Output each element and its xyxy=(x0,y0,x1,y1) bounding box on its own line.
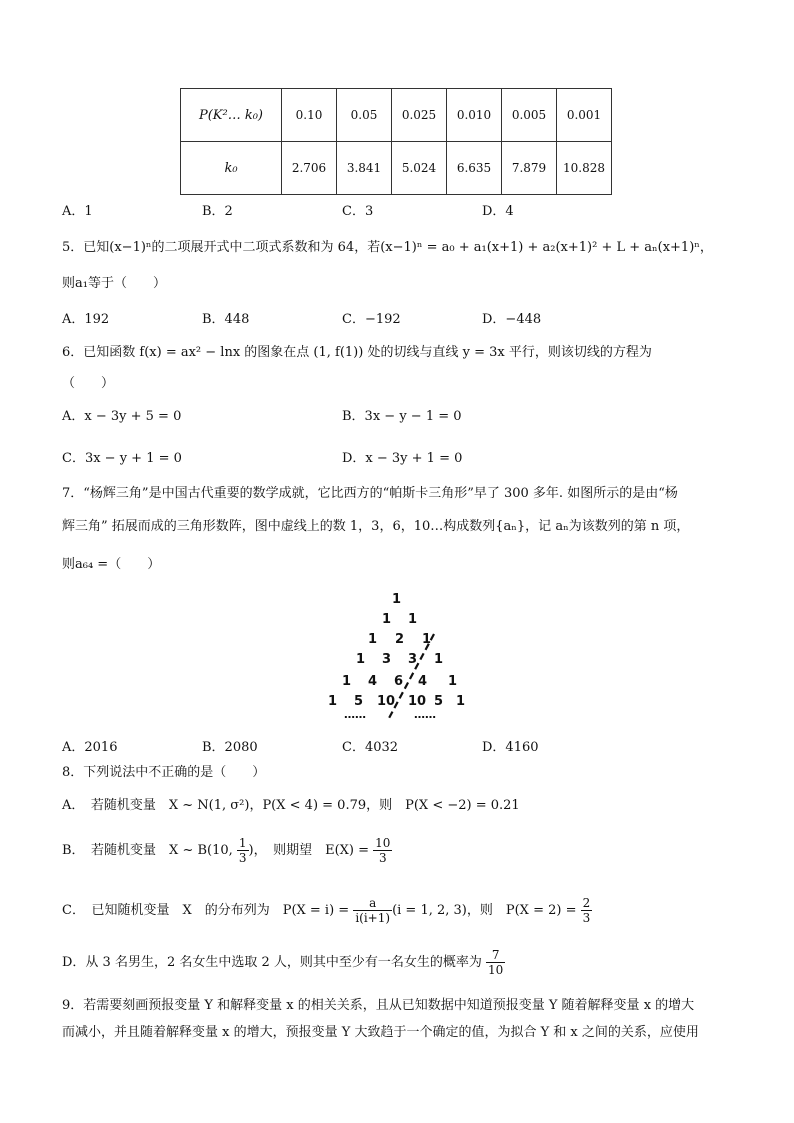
fraction-denominator: i(i+1) xyxy=(355,911,391,925)
q8-option-b-text: )， 则期望 E(X) = xyxy=(248,843,374,858)
table-cell: 6.635 xyxy=(447,142,502,195)
q4-option-b: B．2 xyxy=(202,204,233,219)
q5-option-b: B．448 xyxy=(202,312,250,327)
q8-option-d-text: D．从 3 名男生，2 名女生中选取 2 人，则其中至少有一名女生的概率为 xyxy=(62,955,487,970)
table-cell: 0.10 xyxy=(282,89,337,142)
q7-option-b: B．2080 xyxy=(202,740,258,755)
q8-option-d xyxy=(62,948,505,977)
table-cell: 5.024 xyxy=(392,142,447,195)
triangle-number: 4 xyxy=(368,674,378,689)
table-cell: 2.706 xyxy=(282,142,337,195)
fraction-numerator: a xyxy=(353,896,392,911)
triangle-number: 5 xyxy=(354,694,364,709)
q9-stem-line2: 而减小，并且随着解释变量 x 的增大，预报变量 Y 大致趋于一个确定的值，为拟合 Y 和 x 之间的关系，应使用 xyxy=(62,1025,699,1040)
q6-option-a: A．x − 3y + 5 = 0 xyxy=(62,409,182,424)
triangle-number: 1 xyxy=(328,694,338,709)
triangle-number: 1 xyxy=(456,694,466,709)
fraction xyxy=(373,836,392,865)
q8-stem: 8．下列说法中不正确的是（ ） xyxy=(62,765,266,780)
table-cell: 0.005 xyxy=(502,89,557,142)
q7-stem-line3: 则a₆₄ =（ ） xyxy=(62,557,161,572)
q4-option-a: A．1 xyxy=(62,204,93,219)
q7-option-a: A．2016 xyxy=(62,740,118,755)
q5-stem-line2: 则a₁等于（ ） xyxy=(62,276,166,291)
q8-option-c-text: (i = 1, 2, 3)，则 P(X = 2) = xyxy=(392,903,581,918)
fraction xyxy=(353,896,392,925)
triangle-number: 10 xyxy=(377,694,396,709)
q5-option-a: A．192 xyxy=(62,312,110,327)
q5-option-c: C．−192 xyxy=(342,312,401,327)
q6-option-d: D．x − 3y + 1 = 0 xyxy=(342,451,463,466)
q8-option-a: A． 若随机变量 X ~ N(1, σ²)，P(X < 4) = 0.79，则 P(X < −2) = 0.21 xyxy=(62,798,520,813)
q4-option-c: C．3 xyxy=(342,204,374,219)
q6-option-c: C．3x − y + 1 = 0 xyxy=(62,451,182,466)
table-cell: 10.828 xyxy=(557,142,612,195)
table-cell: 0.001 xyxy=(557,89,612,142)
table-cell: 7.879 xyxy=(502,142,557,195)
fraction-denominator: 3 xyxy=(378,851,387,865)
fraction xyxy=(581,896,593,925)
triangle-number: 1 xyxy=(342,674,352,689)
triangle-number: 1 xyxy=(434,652,444,667)
triangle-number: 1 xyxy=(392,592,402,607)
q6-stem-line1: 6．已知函数 f(x) = ax² − lnx 的图象在点 (1, f(1)) 处的切线与直线 y = 3x 平行，则该切线的方程为 xyxy=(62,345,652,360)
fraction-denominator: 3 xyxy=(238,851,247,865)
q4-option-d: D．4 xyxy=(482,204,514,219)
q8-option-c xyxy=(62,896,592,925)
q7-stem-line2: 辉三角” 拓展而成的三角形数阵，图中虚线上的数 1，3，6，10…构成数列{aₙ}，记 aₙ为该数列的第 n 项， xyxy=(62,519,690,534)
triangle-number: 2 xyxy=(395,632,405,647)
triangle-number: 10 xyxy=(408,694,427,709)
table-cell: 0.010 xyxy=(447,89,502,142)
q5-option-d: D．−448 xyxy=(482,312,542,327)
fraction-denominator: 10 xyxy=(488,963,504,977)
q9-stem-line1: 9．若需要刻画预报变量 Y 和解释变量 x 的相关关系，且从已知数据中知道预报变量 Y 随着解释变量 x 的增大 xyxy=(62,998,695,1013)
table-cell: 0.05 xyxy=(337,89,392,142)
critical-value-table xyxy=(180,88,612,195)
q7-option-d: D．4160 xyxy=(482,740,539,755)
fraction-numerator: 1 xyxy=(238,836,247,850)
triangle-ellipsis: …… xyxy=(344,708,366,721)
q7-option-c: C．4032 xyxy=(342,740,399,755)
triangle-number: 3 xyxy=(408,652,418,667)
dashed-diagonal-line xyxy=(320,590,480,730)
table-row xyxy=(181,89,612,142)
q8-option-b xyxy=(62,836,392,865)
table-cell: 3.841 xyxy=(337,142,392,195)
triangle-number: 6 xyxy=(394,674,404,689)
q8-option-c-text: C． 已知随机变量 X 的分布列为 P(X = i) = xyxy=(62,903,354,918)
triangle-number: 4 xyxy=(418,674,428,689)
triangle-number: 1 xyxy=(382,612,392,627)
table-row xyxy=(181,142,612,195)
triangle-number: 1 xyxy=(368,632,378,647)
q7-stem-line1: 7．“杨辉三角”是中国古代重要的数学成就，它比西方的“帕斯卡三角形”早了 300 多年. 如图所示的是由“杨 xyxy=(62,486,678,501)
q6-stem-line2: （ ） xyxy=(62,376,115,391)
triangle-number: 1 xyxy=(356,652,366,667)
triangle-number: 5 xyxy=(434,694,444,709)
yanghui-triangle-figure xyxy=(320,590,480,730)
table-cell: 0.025 xyxy=(392,89,447,142)
table-row-label: P(K²… k₀) xyxy=(181,89,282,142)
triangle-number: 1 xyxy=(408,612,418,627)
q5-stem-line1: 5．已知(x−1)ⁿ的二项展开式中二项式系数和为 64，若(x−1)ⁿ = a₀ + a₁(x+1) + a₂(x+1)² + L + aₙ(x+1)ⁿ， xyxy=(62,240,713,255)
triangle-number: 1 xyxy=(448,674,458,689)
fraction-numerator: 7 xyxy=(486,948,505,963)
fraction-numerator: 10 xyxy=(375,836,391,850)
triangle-number: 1 xyxy=(422,632,432,647)
triangle-ellipsis: …… xyxy=(414,708,436,721)
fraction xyxy=(486,948,505,977)
q8-option-b-text: B． 若随机变量 X ~ B(10, xyxy=(62,843,237,858)
table-row-label: k₀ xyxy=(181,142,282,195)
fraction-numerator: 2 xyxy=(582,896,591,910)
fraction-denominator: 3 xyxy=(582,911,591,925)
q6-option-b: B．3x − y − 1 = 0 xyxy=(342,409,462,424)
fraction xyxy=(237,836,249,865)
triangle-number: 3 xyxy=(382,652,392,667)
